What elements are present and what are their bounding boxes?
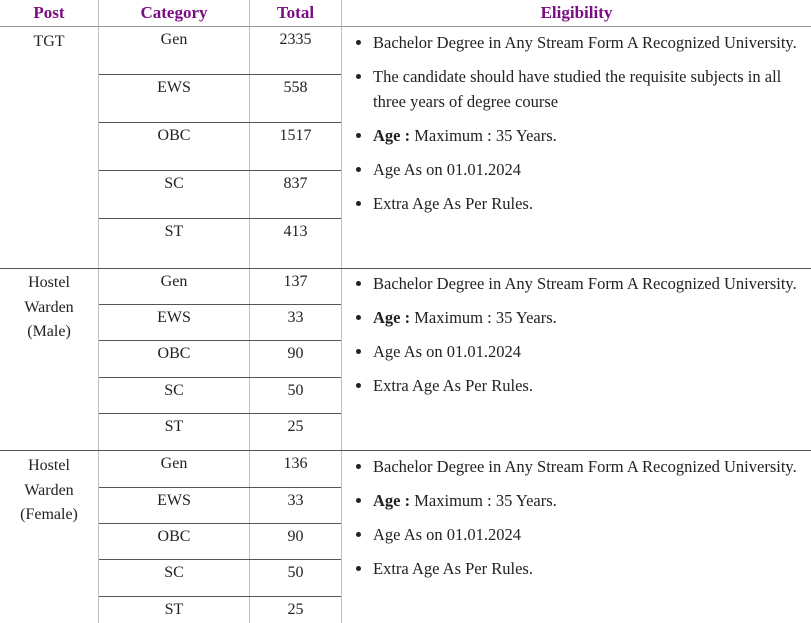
header-rule [0,26,811,27]
eligibility-item [373,339,808,364]
post-name-line: TGT [33,33,65,50]
row-rule [99,487,341,488]
row-rule [99,596,341,597]
category-cell: EWS [157,492,191,509]
eligibility-item-text: Bachelor Degree in Any Stream Form A Recognized University. [373,457,797,476]
total-cell: 1517 [279,127,312,144]
eligibility-item-text: Maximum : 35 Years. [410,491,557,510]
eligibility-item-text: The candidate should have studied the requisite subjects in all three years of degree course [373,67,782,111]
eligibility-item [373,522,808,547]
row-rule [99,340,341,341]
total-cell: 136 [283,455,308,472]
total-cell: 50 [287,564,304,581]
total-cell: 25 [287,601,304,618]
eligibility-item-label: Age : [373,491,411,510]
eligibility-item [373,305,808,330]
row-rule [99,170,341,171]
eligibility-item-text: Extra Age As Per Rules. [373,559,533,578]
category-cell: ST [164,418,184,435]
group-rule [0,450,811,451]
group-rule [0,268,811,269]
category-cell: SC [164,175,184,192]
eligibility-item-label: Age : [373,126,411,145]
category-cell: EWS [157,79,191,96]
eligibility-bullets [342,30,808,216]
eligibility-item [373,157,808,182]
category-cell: OBC [157,528,191,545]
eligibility-item [373,271,808,296]
header-total: Total [276,3,315,22]
eligibility-list [342,271,808,407]
row-rule [99,523,341,524]
eligibility-bullets [342,454,808,581]
category-cell: EWS [157,309,191,326]
eligibility-item [373,191,808,216]
total-cell: 90 [287,345,304,362]
post-name-line: Hostel [28,274,70,291]
eligibility-item [373,454,808,479]
eligibility-item-label: Age : [373,308,411,327]
total-cell: 137 [283,273,308,290]
category-cell: ST [164,223,184,240]
post-name-line: Warden [24,298,74,316]
eligibility-item [373,488,808,513]
eligibility-list [342,30,808,225]
total-cell: 837 [283,175,308,192]
category-cell: SC [164,564,184,581]
post-name [0,30,98,55]
post-name-line: Hostel [28,457,70,474]
eligibility-item [373,556,808,581]
category-cell: SC [164,382,184,399]
eligibility-item-text: Extra Age As Per Rules. [373,194,533,213]
total-cell: 2335 [279,31,312,48]
category-cell: OBC [157,345,191,362]
category-cell: Gen [160,455,188,472]
total-cell: 25 [287,418,304,435]
row-rule [99,218,341,219]
eligibility-item [373,373,808,398]
post-name [0,454,98,528]
post-name-line: (Female) [20,506,78,523]
post-name-line: (Male) [27,323,71,340]
row-rule [99,304,341,305]
row-rule [99,377,341,378]
eligibility-item-text: Bachelor Degree in Any Stream Form A Recognized University. [373,33,797,52]
total-cell: 90 [287,528,304,545]
row-rule [99,413,341,414]
row-rule [99,122,341,123]
row-rule [99,74,341,75]
eligibility-item-text: Age As on 01.01.2024 [373,525,522,544]
category-cell: Gen [160,273,188,290]
total-cell: 33 [287,492,304,509]
post-name [0,271,98,345]
eligibility-item [373,64,808,114]
total-cell: 558 [283,79,308,96]
eligibility-item [373,123,808,148]
eligibility-item-text: Maximum : 35 Years. [410,308,557,327]
eligibility-bullets [342,271,808,398]
eligibility-item-text: Age As on 01.01.2024 [373,160,522,179]
category-cell: Gen [160,31,188,48]
category-cell: ST [164,601,184,618]
header-category: Category [140,3,208,22]
eligibility-list [342,454,808,590]
header-post: Post [33,3,65,22]
category-cell: OBC [157,127,191,144]
eligibility-item [373,30,808,55]
post-name-line: Warden [24,481,74,499]
eligibility-item-text: Age As on 01.01.2024 [373,342,522,361]
eligibility-item-text: Maximum : 35 Years. [410,126,557,145]
row-rule [99,559,341,560]
eligibility-item-text: Extra Age As Per Rules. [373,376,533,395]
total-cell: 50 [287,382,304,399]
total-cell: 33 [287,309,304,326]
eligibility-item-text: Bachelor Degree in Any Stream Form A Recognized University. [373,274,797,293]
total-cell: 413 [283,223,308,240]
header-eligibility: Eligibility [540,3,613,22]
